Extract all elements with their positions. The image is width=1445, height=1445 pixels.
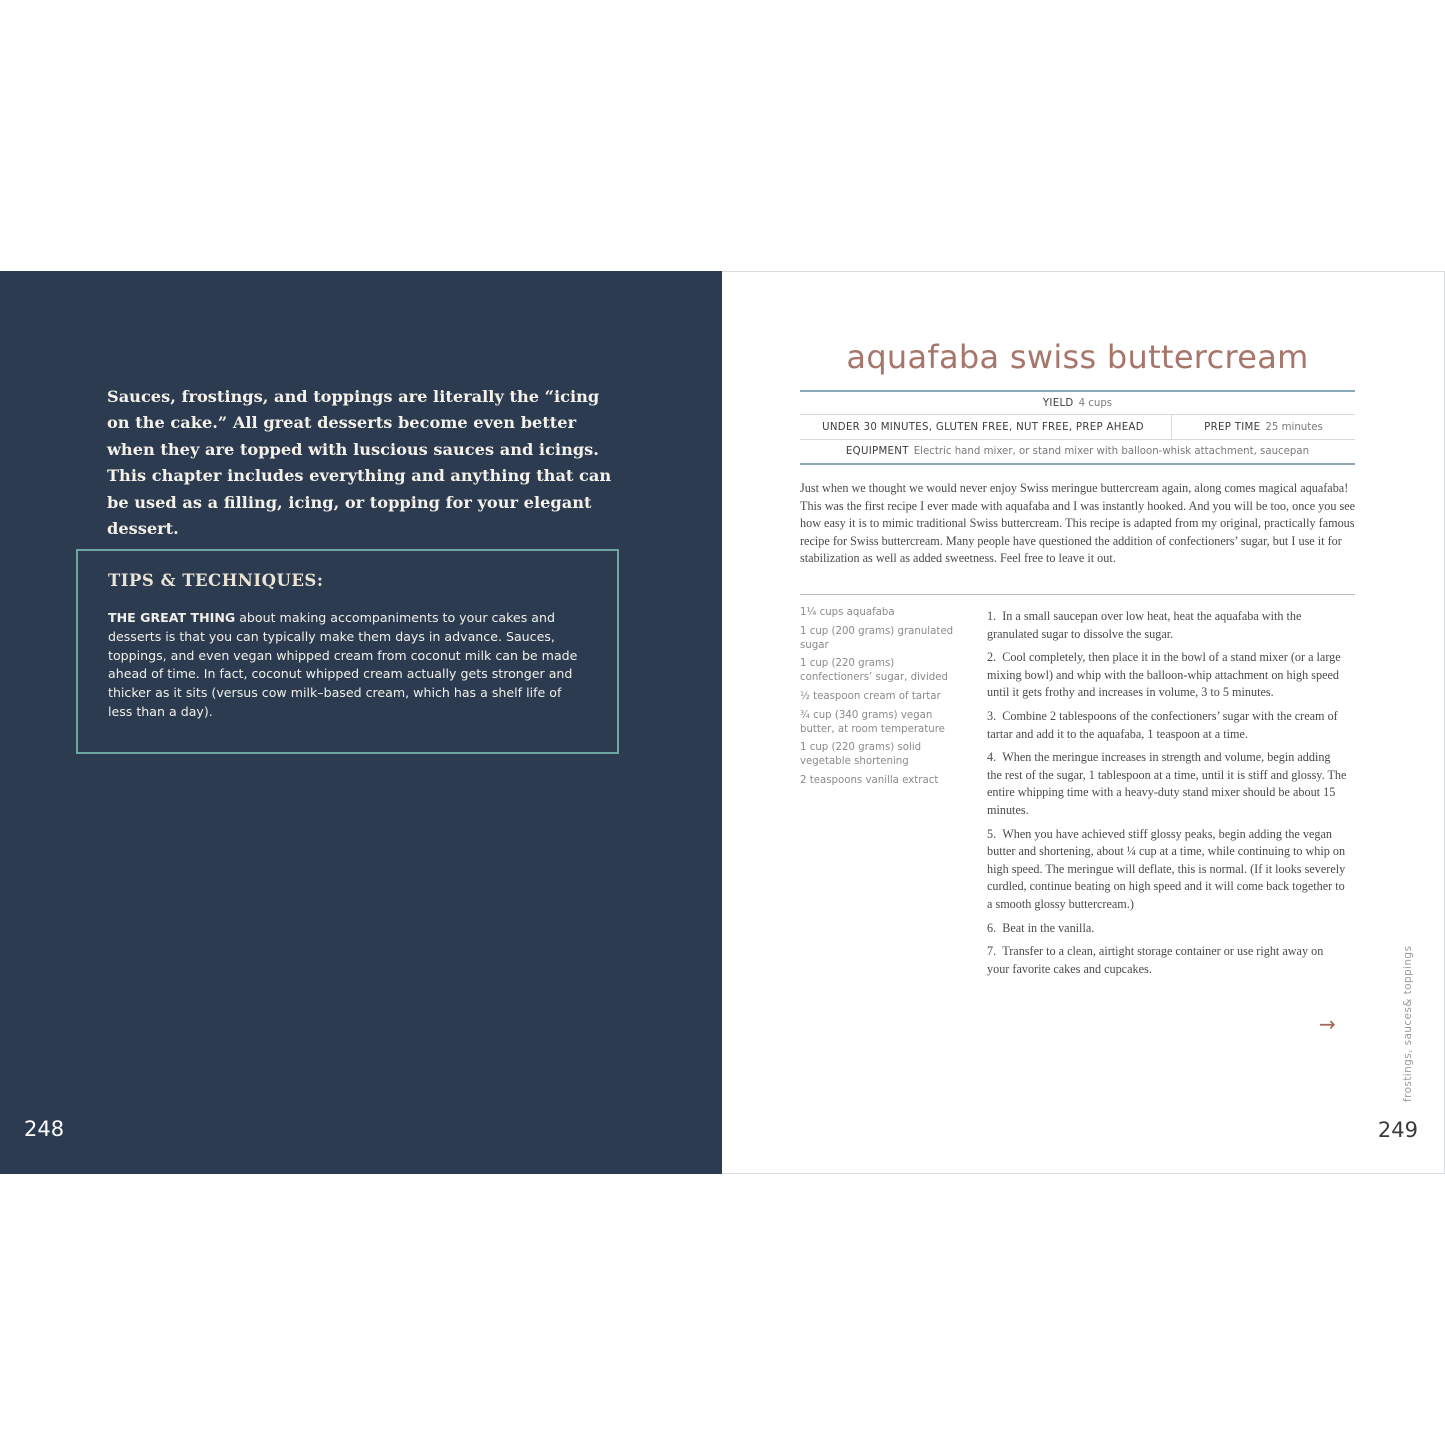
tags-cell bbox=[800, 415, 1172, 439]
method-step: 6. Beat in the vanilla. bbox=[987, 920, 1095, 935]
ingredient-item: 1 cup (220 grams) confectioners’ sugar, divided bbox=[800, 658, 948, 684]
equipment-label: EQUIPMENT bbox=[845, 446, 909, 457]
ingredient-list bbox=[800, 606, 960, 793]
tips-title: TIPS & TECHNIQUES: bbox=[108, 571, 324, 590]
yield-label: YIELD bbox=[1042, 397, 1074, 409]
tips-body bbox=[108, 609, 588, 722]
tags-row bbox=[800, 415, 1355, 440]
continue-arrow-icon: → bbox=[1319, 1012, 1336, 1036]
method-step: 5. When you have achieved stiff glossy peaks, begin adding the vegan butter and shortening, about ¼ cup at a time, while continuing to whip on high speed. The meringue will deflate, this is normal. (If it looks severely curdled, continue beating on high speed and it will come back together to a smooth glossy buttercream.) bbox=[987, 826, 1346, 911]
recipe-headnote: Just when we thought we would never enjoy Swiss meringue buttercream again, along comes magical aquafaba! This was the first recipe I ever made with aquafaba and I was instantly hooked. And you will be too, once you see how easy it is to mimic traditional Swiss buttercream. This recipe is adapted from my original, practically famous recipe for Swiss buttercream. Many people have questioned the addition of confectioners’ sugar, but I use it for stabilization as well as added sweetness. Feel free to leave it out. bbox=[800, 481, 1356, 566]
recipe-tags: UNDER 30 MINUTES, GLUTEN FREE, NUT FREE, PREP AHEAD bbox=[822, 421, 1144, 433]
method-step: 3. Combine 2 tablespoons of the confectioners’ sugar with the cream of tartar and add it to the aquafaba, 1 teaspoon at a time. bbox=[987, 708, 1338, 741]
prep-time-value: 25 minutes bbox=[1265, 421, 1323, 433]
method-steps bbox=[987, 608, 1347, 984]
page-number-right: 249 bbox=[1377, 1118, 1418, 1142]
prep-time-label: PREP TIME bbox=[1204, 421, 1261, 433]
recipe-meta bbox=[800, 390, 1355, 465]
yield-row bbox=[800, 390, 1355, 415]
yield-value: 4 cups bbox=[1078, 397, 1113, 409]
ingredient-item: 1¼ cups aquafaba bbox=[800, 607, 895, 618]
ingredient-item: 1 cup (220 grams) solid vegetable shortening bbox=[800, 742, 922, 768]
book-spread bbox=[0, 271, 1445, 1174]
method-step: 7. Transfer to a clean, airtight storage container or use right away on your favorite cakes and cupcakes. bbox=[987, 944, 1324, 976]
equipment-value: Electric hand mixer, or stand mixer with balloon-whisk attachment, saucepan bbox=[913, 446, 1310, 457]
tips-text: about making accompaniments to your cakes and desserts is that you can typically make them days in advance. Sauces, toppings, and even vegan whipped cream from coconut milk can be made ahead of time. In fact, coconut whipped cream actually gets stronger and thicker as it sits (versus cow milk–based cream, which has a shelf life of less than a day). bbox=[108, 610, 578, 719]
ingredient-item: 2 teaspoons vanilla extract bbox=[800, 774, 939, 786]
divider bbox=[800, 594, 1355, 595]
page-number-left: 248 bbox=[24, 1117, 65, 1141]
left-page bbox=[0, 271, 722, 1174]
tips-lead: THE GREAT THING bbox=[108, 610, 236, 625]
method-step: 1. In a small saucepan over low heat, heat the aquafaba with the granulated sugar to dissolve the sugar. bbox=[987, 609, 1302, 641]
chapter-side-tab-label: frostings, sauces& toppings bbox=[1402, 945, 1414, 1102]
chapter-intro: Sauces, frostings, and toppings are literally the “icing on the cake.” All great desserts become even better when they are topped with luscious sauces and icings. This chapter includes everything and anything that can be used as a filling, icing, or topping for your elegant dessert. bbox=[107, 387, 612, 539]
right-page bbox=[722, 271, 1445, 1174]
ingredient-item: ¾ cup (340 grams) vegan butter, at room temperature bbox=[800, 709, 945, 735]
ingredient-item: 1 cup (200 grams) granulated sugar bbox=[800, 625, 954, 651]
recipe-title: aquafaba swiss buttercream bbox=[846, 338, 1309, 376]
equipment-row bbox=[800, 440, 1355, 465]
tips-box bbox=[76, 549, 619, 754]
ingredient-item: ½ teaspoon cream of tartar bbox=[800, 690, 941, 702]
method-step: 2. Cool completely, then place it in the bowl of a stand mixer (or a large mixing bowl) and whip with the balloon-whip attachment on high speed until it gets frothy and increases in volume, 3 to 5 minutes. bbox=[987, 650, 1341, 700]
prep-time-cell bbox=[1172, 415, 1355, 439]
method-step: 4. When the meringue increases in strength and volume, begin adding the rest of the sugar, 1 tablespoon at a time, until it is stiff and glossy. The entire whipping time with a heavy-duty stand mixer should be about 15 minutes. bbox=[987, 750, 1347, 817]
